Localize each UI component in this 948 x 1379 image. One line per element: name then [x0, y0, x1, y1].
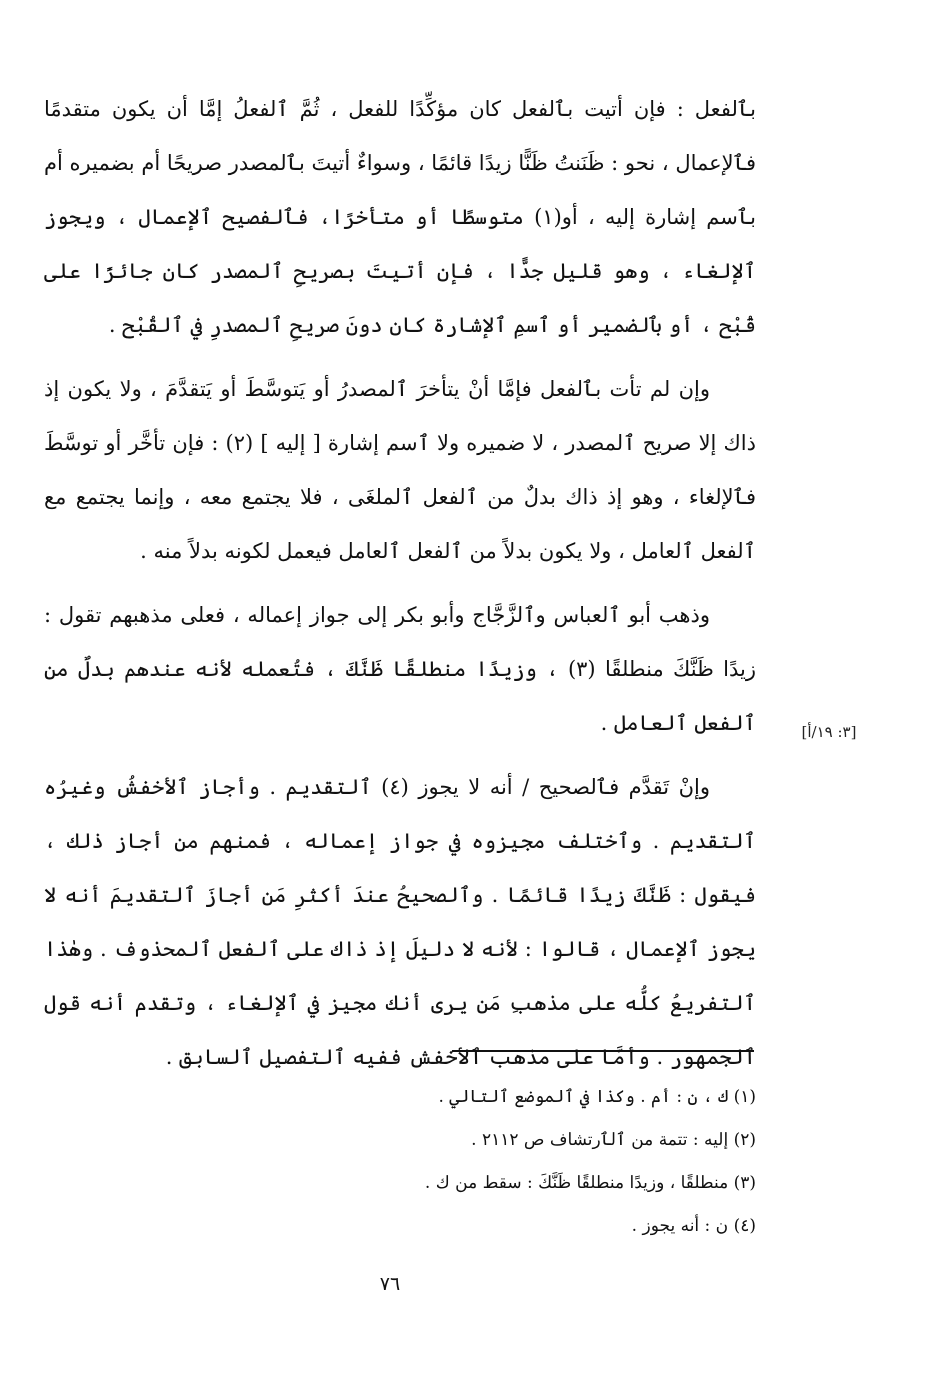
- footnote-2: (٢) إليه : تتمة من ٱلٱرتشاف ص ٢١١٢ .: [471, 1130, 756, 1150]
- manuscript-folio-reference: [٣: ١٩/أ]: [801, 723, 857, 741]
- paragraph-2: وإن لم تأت بٱلفعل فإمَّا أنْ يتأخرَ ٱلمصدرُ أو يَتوسَّطَ أو يَتقدَّمَ ، ولا يكون إذ ذاك إلا صريح ٱلمصدر ، لا ضميره ولا ٱسم إشارة [ إليه ] (٢) : فإن تأخَّر أو توسَّطَ فٱلإلغاء ، وهو إذ ذاك بدلٌ من ٱلفعل ٱلملغَى ، فلا يجتمع معه ، وإنما يجتمع مع ٱلفعل ٱلعامل ، ولا يكون بدلاً من ٱلفعل ٱلعامل فيعمل لكونه بدلاً منه .: [44, 377, 756, 563]
- paragraph-3: وذهب أبو ٱلعباس وٱلزَّجَّاج وأبو بكر إلى جواز إعماله ، فعلى مذهبهم تقول : زيدًا ظَنَّكَ منطلقًا (٣) ، وزيدًا منطلقًا ظَنَّكَ ، فتُعمله لأنه عندهم بدلٌ من ٱلفعل ٱلعامل .: [44, 603, 756, 735]
- footnote-4: (٤) ن : أنه يجوز .: [631, 1216, 756, 1236]
- footnotes: [160, 1076, 756, 1248]
- page-number: ٧٦: [379, 1273, 401, 1295]
- paragraph-1: بٱلفعل : فإن أتيت بٱلفعل كان مؤكِّدًا للفعل ، ثُمَّ ٱلفعلُ إمَّا أن يكون متقدمًا فٱلإعمال ، نحو : ظَنَنتُ ظَنًّا زيدًا قائمًا ، وسواءٌ أتيتَ بٱلمصدر صريحًا أم بضميره أم بٱسم إشارة إليه ، أو(١) متوسطًا أو متأخرًا، فٱلفصيح ٱلإعمال ، ويجوز ٱلإلغاء ، وهو قليل جدًّا ، فإن أتيتَ بصريحِ ٱلمصدر كان جائزًا على قُبْح ، أو بٱلضمير أو ٱسمِ ٱلإشارة كان دونَ صريحِ ٱلمصدرِ في ٱلقُبْح .: [44, 97, 757, 337]
- footnote-separator: [452, 1050, 754, 1052]
- paragraph-4: وإنْ تَقدَّم فٱلصحيح / أنه لا يجوز (٤) ٱلتقديم . وأجاز ٱلأخفشُ وغيرُه ٱلتقديم . وٱختلف مجيزوه في جواز إعماله ، فمنهم من أجاز ذٰلك ، فيقول : ظَنَّكَ زيدًا قائمًا . وٱلصحيحُ عندَ أكثرِ مَن أجازَ ٱلتقديمَ أنه لا يجوز ٱلإعمال ، قالوا : لأنه لا دليلَ إذ ذاك على ٱلفعل ٱلمحذوف . وهٰذا ٱلتفريعُ كلُّه على مذهبِ مَن يرى أنك مجيز في ٱلإلغاء ، وتقدم أنه قول ٱلجمهور . وأمَّا على مذهب ٱلأخفش ففيه ٱلتفصيل ٱلسابق .: [44, 775, 756, 1069]
- footnote-3: (٣) منطلقًا ، وزيدًا منطلقًا ظَنَّكَ : سقط من ك .: [424, 1173, 756, 1193]
- main-text: [44, 82, 756, 1094]
- footnote-1: (١) ك ، ن : أم . وكذا في ٱلموضع ٱلتالي .: [438, 1087, 756, 1107]
